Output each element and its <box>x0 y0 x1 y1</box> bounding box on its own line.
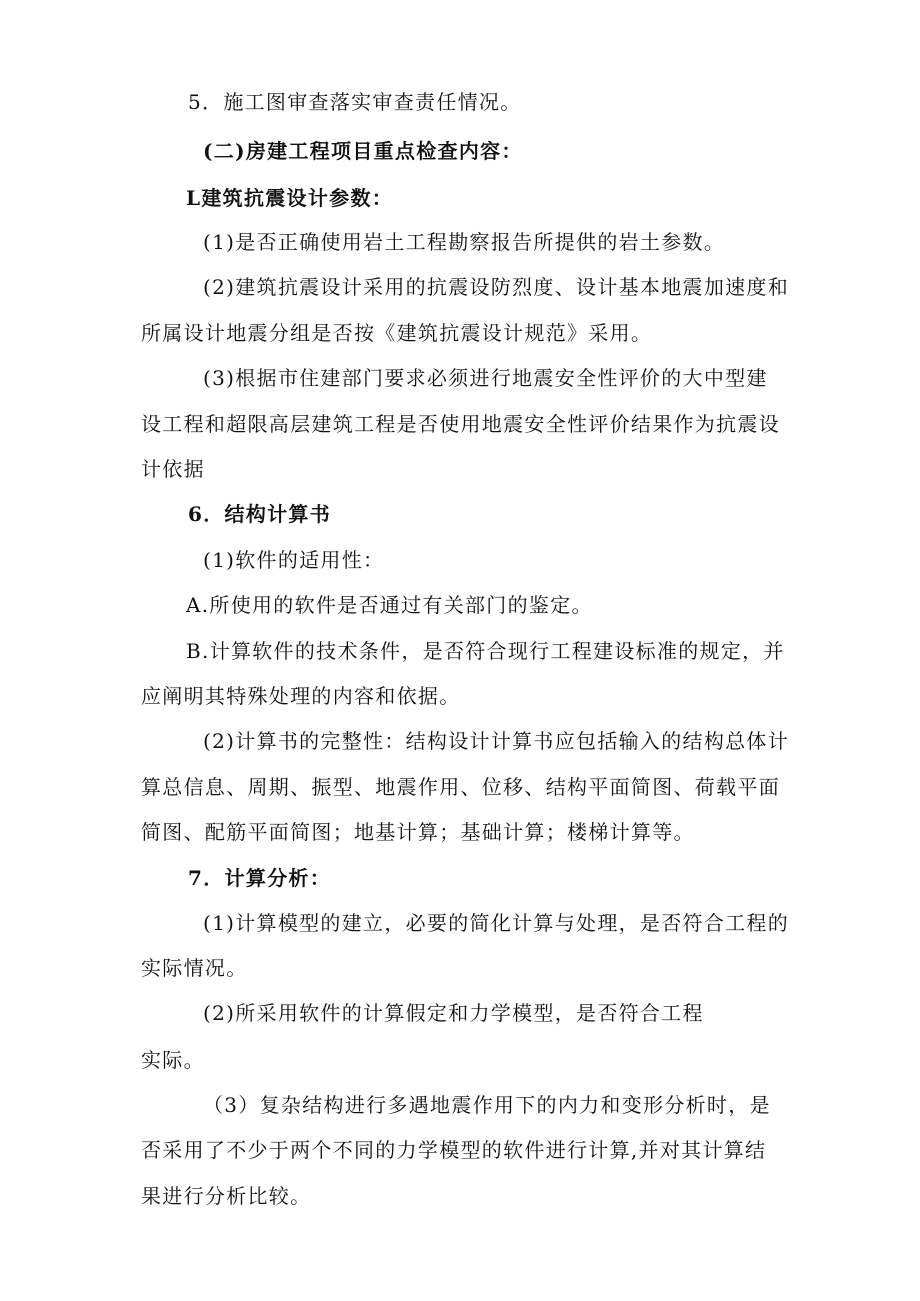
paragraph-line: 算总信息、周期、振型、地震作用、位移、结构平面简图、荷载平面 <box>141 775 780 799</box>
section-heading: (二)房建工程项目重点检查内容： <box>203 139 523 163</box>
paragraph-line: (2)所采用软件的计算假定和力学模型，是否符合工程 <box>203 1001 704 1025</box>
paragraph-line: A.所使用的软件是否通过有关部门的鉴定。 <box>186 593 593 617</box>
paragraph-line: 实际情况。 <box>141 956 248 980</box>
paragraph-line: 计依据 <box>141 457 205 481</box>
paragraph-line: (1)计算模型的建立，必要的简化计算与处理，是否符合工程的 <box>203 911 790 935</box>
item-6-heading: 6．结构计算书 <box>188 502 332 526</box>
paragraph-line: 实际。 <box>141 1048 205 1072</box>
paragraph-line: (3)根据市住建部门要求必须进行地震安全性评价的大中型建 <box>203 366 768 390</box>
paragraph-line: 否采用了不少于两个不同的力学模型的软件进行计算,并对其计算结 <box>141 1138 767 1162</box>
paragraph-line: 果进行分析比较。 <box>141 1184 312 1208</box>
subheading-seismic-params: L建筑抗震设计参数： <box>186 186 394 210</box>
paragraph-line: 设工程和超限高层建筑工程是否使用地震安全性评价结果作为抗震设 <box>141 412 780 436</box>
paragraph-line: （3）复杂结构进行多遇地震作用下的内力和变形分析时，是 <box>203 1093 771 1117</box>
paragraph-line: 所属设计地震分组是否按《建筑抗震设计规范》采用。 <box>141 321 653 345</box>
item-7-heading: 7．计算分析： <box>188 866 332 890</box>
item-5-line: 5．施工图审查落实审查责任情况。 <box>188 90 522 114</box>
paragraph-line: (2)计算书的完整性：结构设计计算书应包括输入的结构总体计 <box>203 729 790 753</box>
paragraph-line: B.计算软件的技术条件，是否符合现行工程建设标准的规定，并 <box>186 639 785 663</box>
paragraph-line: 简图、配筋平面简图；地基计算；基础计算；楼梯计算等。 <box>141 820 695 844</box>
paragraph-line: (1)软件的适用性： <box>203 548 385 572</box>
paragraph-line: (1)是否正确使用岩土工程勘察报告所提供的岩土参数。 <box>203 230 726 254</box>
paragraph-line: 应阐明其特殊处理的内容和依据。 <box>141 684 461 708</box>
paragraph-line: (2)建筑抗震设计采用的抗震设防烈度、设计基本地震加速度和 <box>203 275 790 299</box>
